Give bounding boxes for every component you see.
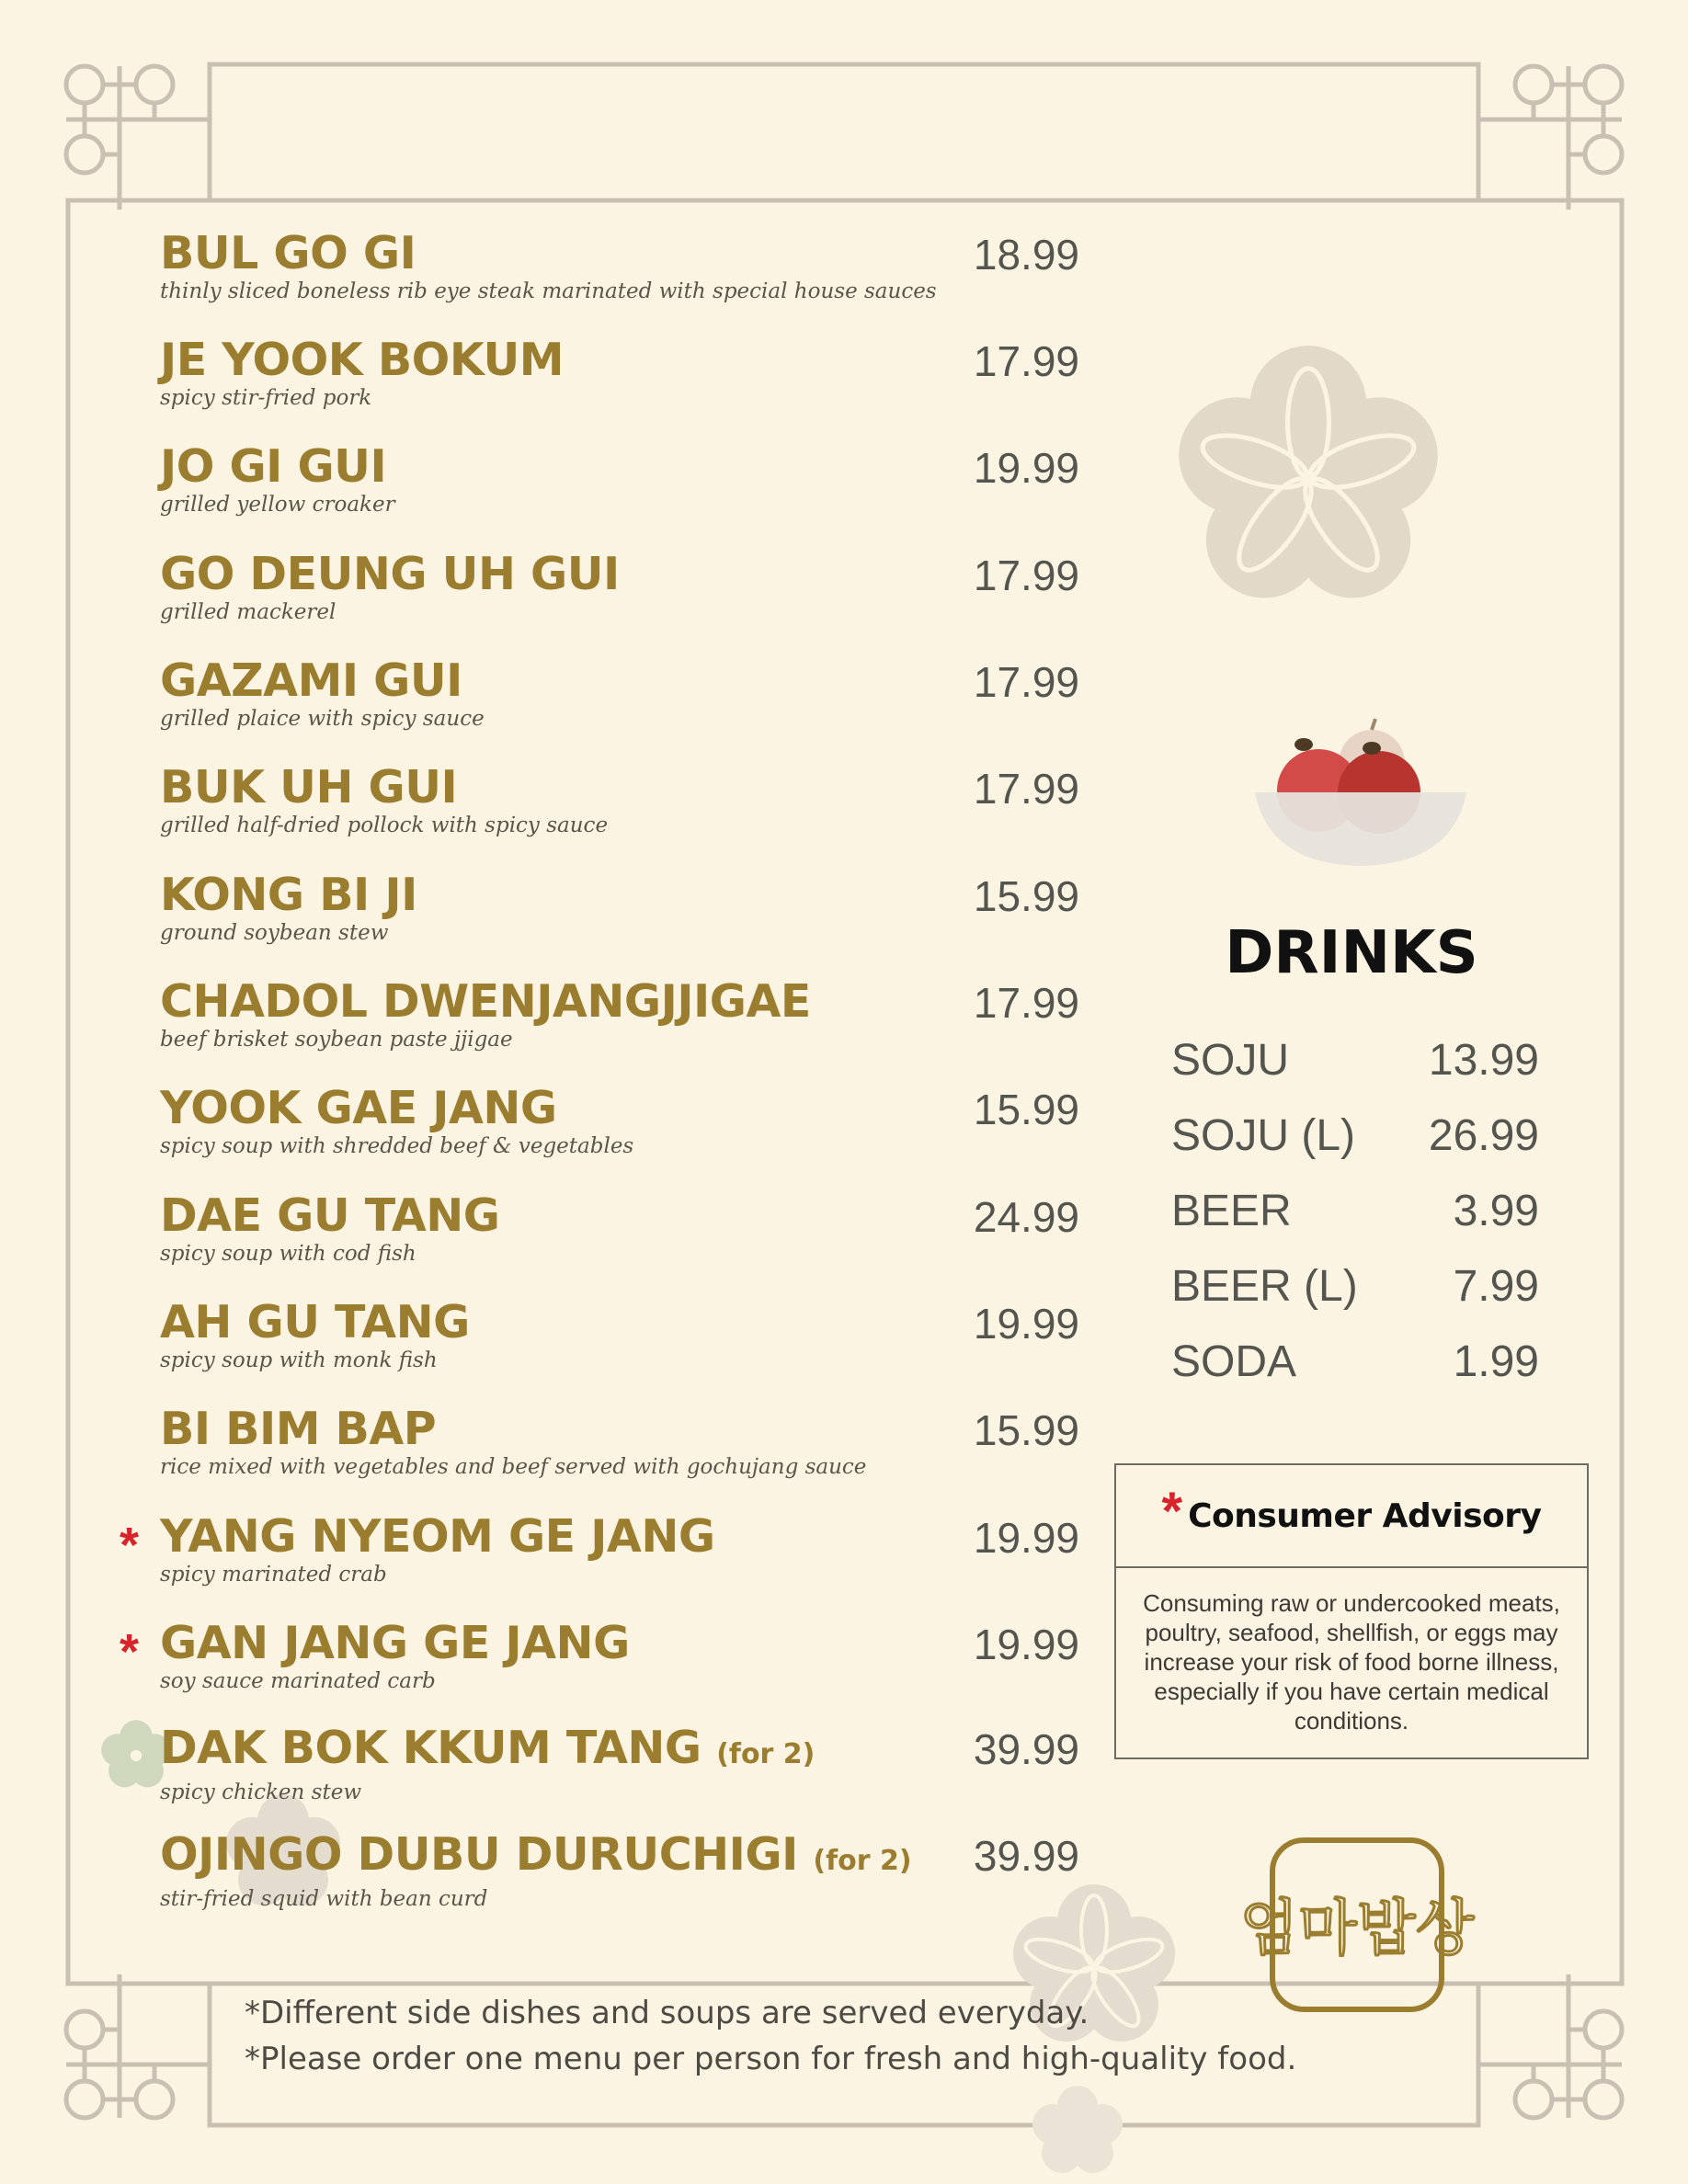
item-name: BUL GO GI	[160, 227, 416, 279]
menu-item	[160, 1723, 1079, 1804]
item-description: spicy soup with cod fish	[160, 1242, 416, 1266]
item-description: grilled half-dried pollock with spicy sauce	[160, 813, 609, 837]
footnote-side-dishes: *Different side dishes and soups are served everyday.	[245, 1995, 1089, 2031]
item-name: YOOK GAE JANG	[160, 1082, 557, 1134]
item-description: beef brisket soybean paste jjigae	[160, 1028, 513, 1052]
fruit-bowl-icon	[1250, 708, 1471, 873]
item-price: 17.99	[973, 337, 1079, 385]
advisory-asterisk: *	[1161, 1481, 1183, 1541]
item-price: 18.99	[973, 231, 1079, 279]
item-name: BUK UH GUI	[160, 761, 458, 813]
menu-item	[160, 1511, 1079, 1587]
item-price: 17.99	[973, 552, 1079, 599]
flower-ornament-icon	[1168, 338, 1449, 620]
item-price: 19.99	[973, 1300, 1079, 1348]
menu-item	[160, 1297, 1079, 1372]
drink-row	[1171, 1337, 1539, 1392]
logo-stamp	[1239, 1837, 1475, 2013]
menu-item	[160, 228, 1079, 303]
item-price: 17.99	[973, 979, 1079, 1027]
advisory-title: Consumer Advisory	[1188, 1496, 1542, 1535]
logo-text: 엄마밥상	[1239, 1893, 1475, 1963]
item-title: DAK BOK KKUM TANG	[160, 1722, 701, 1774]
item-serving-note: (for 2)	[716, 1738, 815, 1770]
item-price: 39.99	[973, 1832, 1079, 1880]
menu-item	[160, 870, 1079, 945]
raw-item-asterisk: *	[120, 1624, 140, 1679]
menu-item	[160, 1404, 1079, 1479]
drink-row	[1171, 1035, 1539, 1090]
menu-item	[160, 655, 1079, 731]
advisory-header	[1116, 1465, 1587, 1568]
drinks-heading: DRINKS	[1225, 919, 1478, 987]
menu-item	[160, 1829, 1079, 1911]
menu-item	[160, 1618, 1079, 1693]
item-name: DAE GU TANG	[160, 1189, 500, 1242]
drink-name: SOJU (L)	[1171, 1111, 1356, 1160]
drink-price: 26.99	[1428, 1111, 1539, 1160]
item-price: 19.99	[973, 1514, 1079, 1562]
menu-item	[160, 762, 1079, 837]
item-name: JE YOOK BOKUM	[160, 334, 564, 386]
item-price: 39.99	[973, 1725, 1079, 1773]
item-description: spicy chicken stew	[160, 1780, 362, 1804]
item-name: GO DEUNG UH GUI	[160, 548, 620, 600]
item-description: spicy soup with shredded beef & vegetables	[160, 1134, 634, 1158]
item-name: KONG BI JI	[160, 869, 417, 921]
menu-item	[160, 335, 1079, 410]
item-description: stir-fried squid with bean curd	[160, 1887, 488, 1911]
item-price: 19.99	[973, 444, 1079, 492]
item-price: 15.99	[973, 872, 1079, 920]
item-name: YANG NYEOM GE JANG	[160, 1510, 715, 1563]
item-price: 24.99	[973, 1193, 1079, 1241]
item-name: GAN JANG GE JANG	[160, 1617, 630, 1669]
item-description: spicy marinated crab	[160, 1563, 387, 1587]
item-price: 17.99	[973, 658, 1079, 706]
consumer-advisory-box	[1114, 1463, 1589, 1759]
menu-item	[160, 976, 1079, 1052]
flower-ornament-icon	[1026, 2079, 1129, 2184]
item-description: soy sauce marinated carb	[160, 1669, 436, 1693]
item-name: BI BIM BAP	[160, 1403, 437, 1455]
item-name: AH GU TANG	[160, 1296, 470, 1348]
item-name	[160, 1723, 1079, 1780]
raw-item-asterisk: *	[120, 1518, 140, 1573]
drink-name: BEER (L)	[1171, 1262, 1358, 1311]
drink-name: SOJU	[1171, 1036, 1290, 1085]
item-name: CHADOL DWENJANGJJIGAE	[160, 975, 811, 1028]
menu-item	[160, 549, 1079, 624]
item-description: spicy stir-fried pork	[160, 386, 372, 410]
item-description: thinly sliced boneless rib eye steak marinated with special house sauces	[160, 279, 937, 303]
item-description: spicy soup with monk fish	[160, 1348, 438, 1372]
item-name: GAZAMI GUI	[160, 654, 462, 707]
item-serving-note: (for 2)	[813, 1845, 912, 1877]
drink-name: BEER	[1171, 1187, 1292, 1235]
footnote-order-policy: *Please order one menu per person for fresh and high-quality food.	[245, 2041, 1297, 2077]
drink-price: 7.99	[1453, 1262, 1539, 1311]
menu-item	[160, 1083, 1079, 1158]
item-description: grilled yellow croaker	[160, 493, 395, 517]
drink-name: SODA	[1171, 1337, 1297, 1386]
item-price: 15.99	[973, 1086, 1079, 1133]
item-price: 19.99	[973, 1621, 1079, 1668]
drink-price: 3.99	[1453, 1187, 1539, 1235]
item-price: 15.99	[973, 1406, 1079, 1454]
drink-price: 1.99	[1453, 1337, 1539, 1386]
item-name	[160, 1829, 1079, 1887]
drink-price: 13.99	[1428, 1036, 1539, 1085]
item-title: OJINGO DUBU DURUCHIGI	[160, 1828, 798, 1881]
item-description: grilled plaice with spicy sauce	[160, 707, 485, 731]
item-price: 17.99	[973, 765, 1079, 813]
drink-row	[1171, 1110, 1539, 1166]
item-description: grilled mackerel	[160, 600, 336, 624]
item-description: rice mixed with vegetables and beef served with gochujang sauce	[160, 1455, 867, 1479]
advisory-text: Consuming raw or undercooked meats, poultry, seafood, shellfish, or eggs may increase your risk of food borne illness, especially if you have certain medical conditions.	[1143, 1589, 1560, 1735]
drink-row	[1171, 1186, 1539, 1241]
drink-row	[1171, 1261, 1539, 1316]
menu-item	[160, 1190, 1079, 1266]
menu-item	[160, 441, 1079, 517]
item-description: ground soybean stew	[160, 921, 389, 945]
item-name: JO GI GUI	[160, 440, 387, 493]
